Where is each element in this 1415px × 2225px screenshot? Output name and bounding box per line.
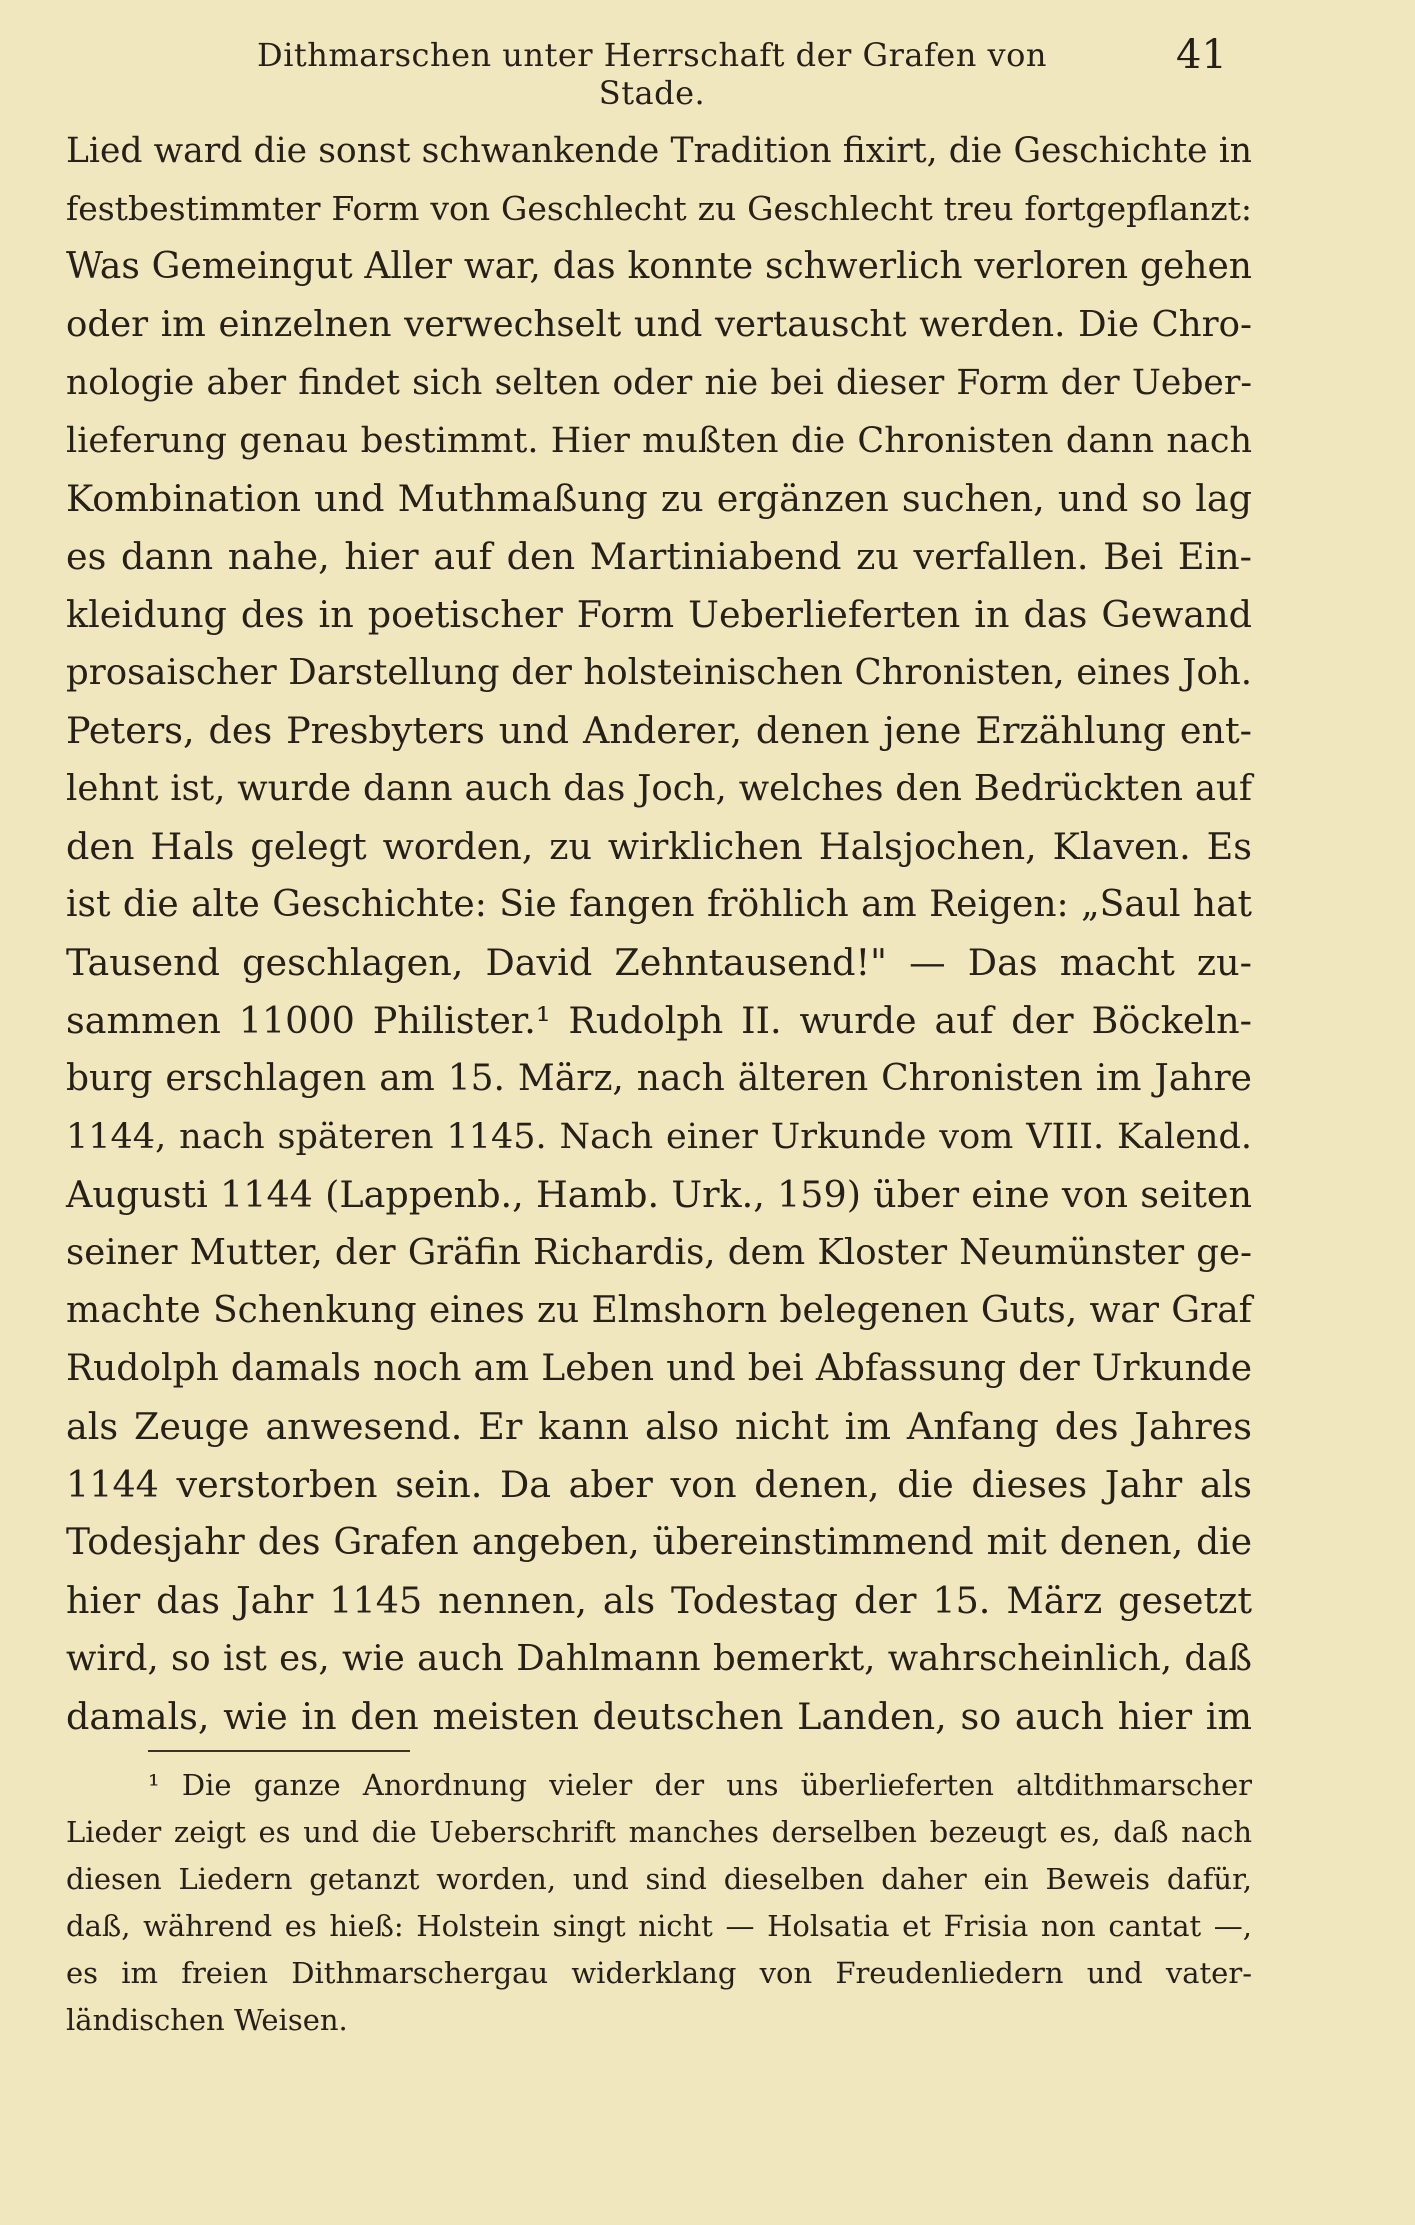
text-line: hier das Jahr 1145 nennen, als Todestag der 15. März gesetzt: [66, 1579, 1252, 1622]
footnote-line: Lieder zeigt es und die Ueberschrift manches derselben bezeugt es, daß nach: [66, 1815, 1252, 1849]
footnote-rule: [148, 1750, 410, 1752]
text-line: Rudolph damals noch am Leben und bei Abfassung der Urkunde: [66, 1348, 1252, 1389]
text-line: Lied ward die sonst schwankende Tradition fixirt, die Geschichte in: [66, 131, 1252, 171]
text-line: 1144, nach späteren 1145. Nach einer Urkunde vom VIII. Kalend.: [66, 1117, 1252, 1157]
text-line: wird, so ist es, wie auch Dahlmann bemerkt, wahrscheinlich, daß: [66, 1638, 1252, 1679]
footnote-line: es im freien Dithmarschergau widerklang von Freudenliedern und vater-: [66, 1956, 1252, 1990]
text-line: Augusti 1144 (Lappenb., Hamb. Urk., 159) über eine von seiten: [66, 1173, 1252, 1216]
footnote-line: diesen Liedern getanzt worden, und sind dieselben daher ein Beweis dafür,: [66, 1862, 1252, 1896]
footnote-line: ländischen Weisen.: [66, 2003, 348, 2037]
footnote-line: ¹ Die ganze Anordnung vieler der uns überlieferten altdithmarscher: [148, 1768, 1252, 1802]
text-line: festbestimmter Form von Geschlecht zu Geschlecht treu fortgepflanzt:: [66, 189, 1252, 228]
text-line: Todesjahr des Grafen angeben, übereinstimmend mit denen, die: [66, 1522, 1252, 1563]
text-line: machte Schenkung eines zu Elmshorn belegenen Guts, war Graf: [66, 1290, 1252, 1331]
text-line: Was Gemeingut Aller war, das konnte schwerlich verloren gehen: [66, 246, 1252, 287]
text-line: kleidung des in poetischer Form Ueberlieferten in das Gewand: [66, 593, 1252, 636]
body-text: [66, 122, 1252, 1746]
footnotes: [66, 1762, 1252, 2044]
text-line: Kombination und Muthmaßung zu ergänzen suchen, und so lag: [66, 477, 1252, 520]
text-line: Peters, des Presbyters und Anderer, denen jene Erzählung ent-: [66, 709, 1252, 752]
text-line: den Hals gelegt worden, zu wirklichen Halsjochen, Klaven. Es: [66, 825, 1252, 868]
text-line: seiner Mutter, der Gräfin Richardis, dem Kloster Neumünster ge-: [66, 1232, 1252, 1273]
text-line: lieferung genau bestimmt. Hier mußten die Chronisten dann nach: [66, 421, 1252, 461]
text-line: als Zeuge anwesend. Er kann also nicht im Anfang des Jahres: [66, 1405, 1252, 1448]
page-number: 41: [1176, 32, 1227, 78]
text-line: nologie aber findet sich selten oder nie bei dieser Form der Ueber-: [66, 363, 1252, 403]
text-line: lehnt ist, wurde dann auch das Joch, welches den Bedrückten auf: [66, 768, 1252, 809]
text-line: 1144 verstorben sein. Da aber von denen, die dieses Jahr als: [66, 1463, 1252, 1506]
text-line: prosaischer Darstellung der holsteinischen Chronisten, eines Joh.: [66, 652, 1252, 693]
text-line: ist die alte Geschichte: Sie fangen fröhlich am Reigen: „Saul hat: [66, 884, 1252, 925]
text-line: es dann nahe, hier auf den Martiniabend zu verfallen. Bei Ein-: [66, 535, 1252, 578]
text-line: damals, wie in den meisten deutschen Landen, so auch hier im: [66, 1695, 1252, 1738]
text-line: Tausend geschlagen, David Zehntausend!" — Das macht zu-: [66, 941, 1252, 984]
text-line: burg erschlagen am 15. März, nach älteren Chronisten im Jahre: [66, 1058, 1252, 1099]
text-line: oder im einzelnen verwechselt und vertauscht werden. Die Chro-: [66, 304, 1252, 345]
footnote-line: daß, während es hieß: Holstein singt nicht — Holsatia et Frisia non cantat —,: [66, 1909, 1252, 1943]
running-head: Dithmarschen unter Herrschaft der Grafen von Stade.: [257, 36, 1047, 112]
text-line: sammen 11000 Philister.¹ Rudolph II. wurde auf der Böckeln-: [66, 999, 1252, 1042]
